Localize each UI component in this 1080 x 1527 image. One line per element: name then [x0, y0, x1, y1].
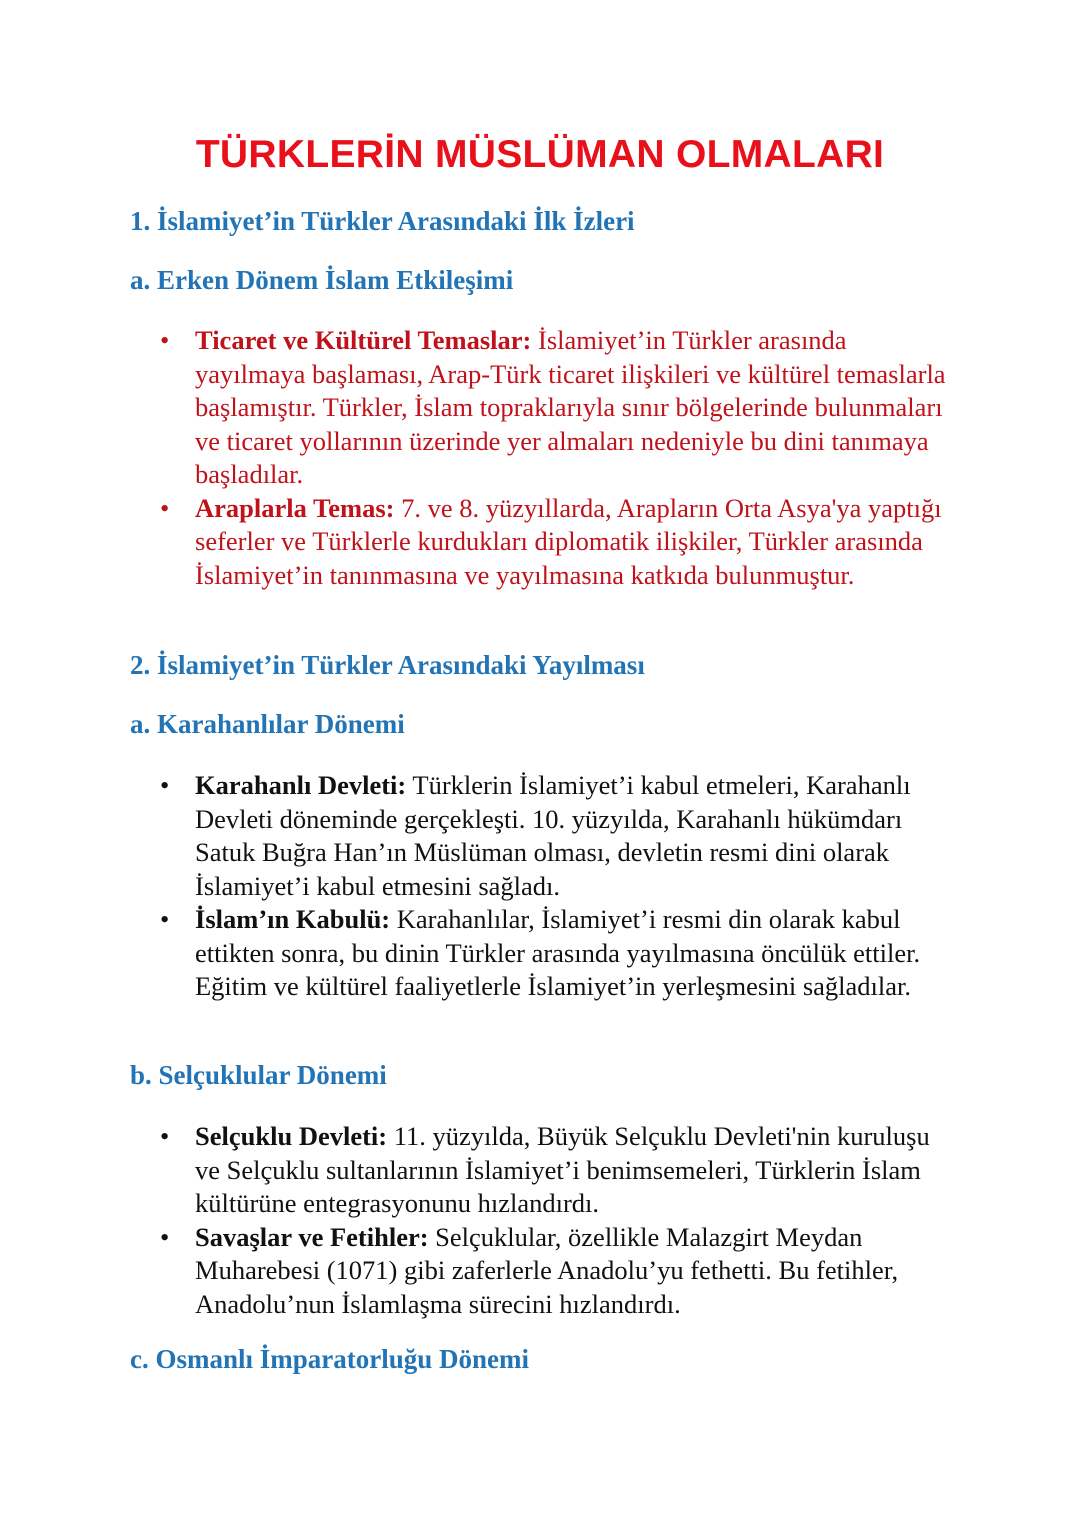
list-item — [130, 1120, 950, 1221]
item-term: Savaşlar ve Fetihler: — [195, 1221, 429, 1252]
subsection-heading-2c: c. Osmanlı İmparatorluğu Dönemi — [130, 1344, 530, 1374]
item-text: 11. yüzyılda, Büyük Selçuklu Devleti'nin kuruluşu ve Selçuklu sultanlarının İslamiyet’i benimsemeleri, Türklerin İslam kültürüne entegrasyonunu hızlandırdı. — [195, 1121, 930, 1218]
bullet-icon: • — [160, 1221, 170, 1252]
list-item — [130, 769, 950, 903]
item-text: Selçuklular, özellikle Malazgirt Meydan Muharebesi (1071) gibi zaferlerle Anadolu’yu fethetti. Bu fetihler, Anadolu’nun İslamlaşma sürecini hızlandırdı. — [195, 1221, 899, 1319]
bullet-list-2a — [130, 769, 950, 1004]
list-item — [130, 1221, 950, 1322]
item-text: Türklerin İslamiyet’i kabul etmeleri, Karahanlı Devleti döneminde gerçekleşti. 10. yüzyılda, Karahanlı hükümdarı Satuk Buğra Han’ın Müslüman olması, devletin resmi dini olarak İslamiyet’i kabul etmesini sağladı. — [195, 770, 911, 901]
list-item — [130, 492, 950, 593]
item-term: İslam’ın Kabulü: — [195, 904, 391, 934]
item-text: İslamiyet’in Türkler arasında yayılmaya başlaması, Arap-Türk ticaret ilişkileri ve kültürel temaslarla başlamıştır. Türkler, İslam topraklarıyla sınır bölgelerinde bulunmaları ve ticaret yollarının üzerinde yer almaları nedeniyle bu dini tanımaya başladılar. — [195, 325, 946, 489]
item-term: Selçuklu Devleti: — [195, 1121, 388, 1151]
subsection-heading-2b: b. Selçuklular Dönemi — [130, 1060, 387, 1090]
item-text: 7. ve 8. yüzyıllarda, Arapların Orta Asya'ya yaptığı seferler ve Türklerle kurdukları diplomatik ilişkiler, Türkler arasında İslamiyet’in tanınmasına ve yayılmasına katkıda bulunmuştur. — [195, 492, 942, 590]
item-text: Karahanlılar, İslamiyet’i resmi din olarak kabul ettikten sonra, bu dinin Türkler arasında yayılmasına öncülük ettiler. Eğitim ve kültürel faaliyetlerle İslamiyet’in yerleşmesini sağladılar. — [195, 904, 921, 1001]
bullet-icon: • — [160, 904, 170, 934]
section-heading-2: 2. İslamiyet’in Türkler Arasındaki Yayılması — [130, 650, 645, 680]
item-term: Ticaret ve Kültürel Temaslar: — [195, 325, 532, 355]
bullet-icon: • — [160, 492, 170, 523]
bullet-icon: • — [160, 1121, 170, 1151]
document-title: TÜRKLERİN MÜSLÜMAN OLMALARI — [195, 133, 885, 176]
section-heading-1: 1. İslamiyet’in Türkler Arasındaki İlk İzleri — [130, 206, 635, 236]
item-term: Araplarla Temas: — [195, 492, 395, 523]
subsection-heading-1a: a. Erken Dönem İslam Etkileşimi — [130, 265, 514, 295]
bullet-list-2b — [130, 1120, 950, 1321]
list-item — [130, 903, 950, 1004]
bullet-icon: • — [160, 770, 170, 800]
subsection-heading-2a: a. Karahanlılar Dönemi — [130, 709, 405, 739]
item-term: Karahanlı Devleti: — [195, 770, 407, 800]
list-item — [130, 324, 950, 492]
bullet-list-1a — [130, 324, 950, 592]
bullet-icon: • — [160, 325, 170, 355]
